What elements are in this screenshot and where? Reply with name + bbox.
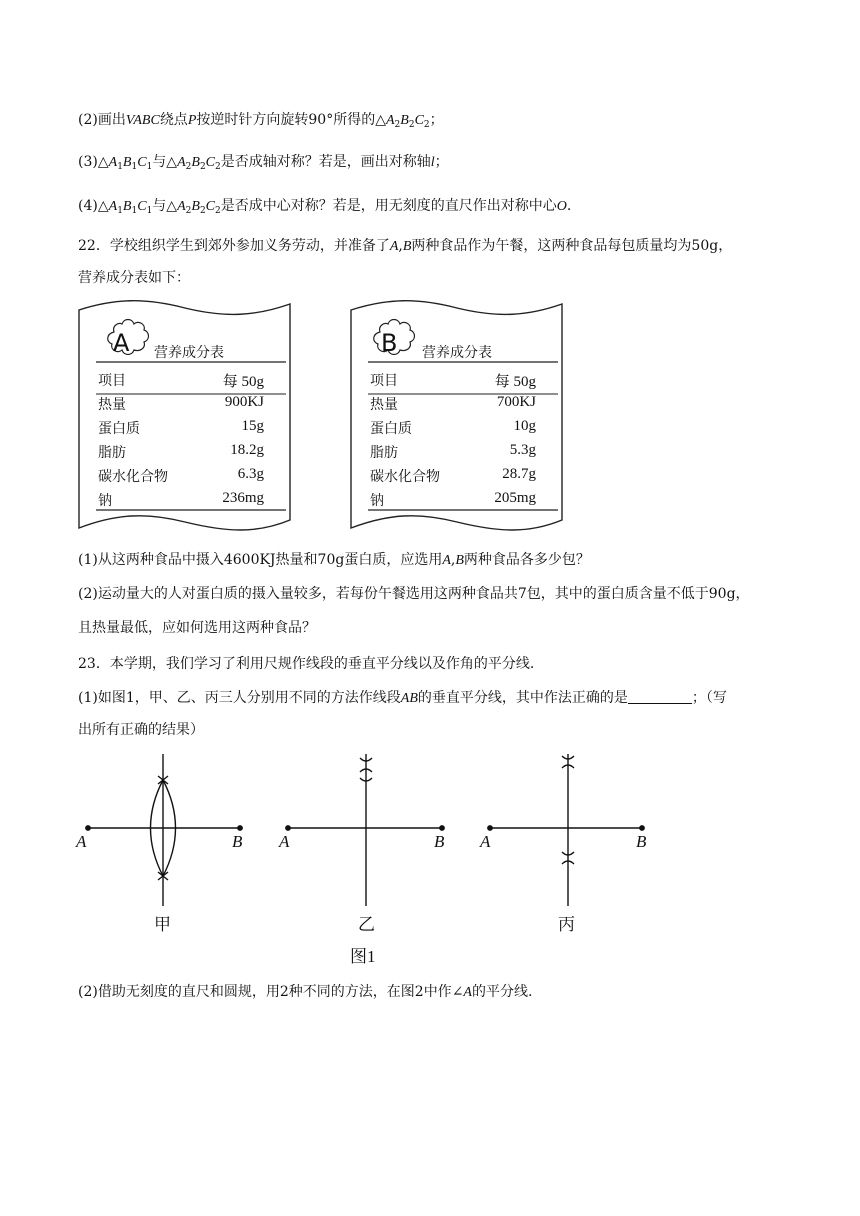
label-a: A: [279, 832, 290, 851]
q22-p1-protein: 70g: [317, 552, 345, 568]
q23-p1-segment: AB: [400, 691, 418, 706]
table-row: [98, 416, 284, 440]
card-letter: B: [381, 329, 398, 357]
q21-p4-text-d: .: [566, 198, 572, 214]
q21-p2-text-d: 所得的: [333, 112, 376, 128]
table-row: [370, 392, 556, 416]
answer-blank[interactable]: [628, 689, 692, 704]
table-row: [370, 464, 556, 488]
q21-p4-center: O: [556, 199, 567, 214]
q22-food-a: A: [389, 239, 399, 254]
label-a: A: [480, 832, 491, 851]
q21-p2-point: P: [187, 113, 197, 128]
q22-text-b: 两种食品作为午餐，这两种食品每包质量均为: [411, 238, 692, 254]
table-row: [98, 392, 284, 416]
nutrition-card-b: [348, 296, 566, 536]
triangle-a2b2c2: $\triangle A_2B_2C_2$: [375, 112, 430, 130]
diagram-name-yi: 乙: [358, 915, 375, 935]
row-item: 蛋白质: [370, 421, 412, 437]
card-title: 营养成分表: [422, 345, 492, 361]
q21-p2-text-b: 绕点: [159, 112, 188, 128]
triangle-a2b2c2: $\triangle A_2B_2C_2$: [166, 198, 221, 216]
q22-stem-line1: [78, 236, 732, 257]
figure-1: [74, 748, 674, 968]
row-item: 热量: [98, 397, 126, 413]
table-row: [370, 440, 556, 464]
card-letter: A: [113, 329, 130, 357]
q22-p2-text-a: (2)运动量大的人对蛋白质的摄入量较多，若每份午餐选用这两种食品共: [78, 586, 518, 602]
row-value: 205mg: [494, 490, 536, 506]
row-value: 700KJ: [496, 394, 536, 410]
label-a: A: [76, 832, 87, 851]
diagram-name-bing: 丙: [558, 915, 575, 935]
q22-p2-text-c: 包，其中的蛋白质含量不低于: [526, 586, 709, 602]
diagram-name-jia: 甲: [154, 915, 171, 935]
row-value: 10g: [513, 418, 536, 434]
diagram-yi: [286, 754, 444, 906]
q21-p2-angle: 90°: [308, 112, 334, 128]
q23-p2-text-c: 种不同的方法，在图: [288, 984, 415, 1000]
q21-part3: [78, 152, 449, 177]
q22-p1-food-b: B: [455, 553, 464, 568]
q21-p2-text-a: (2)画出: [78, 112, 126, 128]
q21-p4-text-c: 是否成中心对称？若是，用无刻度的直尺作出对称中心: [220, 198, 557, 214]
row-item: 热量: [370, 397, 398, 413]
q22-mass: 50g: [691, 238, 719, 254]
diagram-bing: [488, 754, 647, 906]
q21-p3-text-d: ；: [434, 154, 449, 170]
q23-stem: 23．本学期，我们学习了利用尺规作线段的垂直平分线以及作角的平分线.: [78, 656, 535, 672]
row-value: 每 50g: [494, 374, 536, 390]
q22-p1-text-f: 两种食品各多少包？: [463, 552, 590, 568]
q22-p2-count: 7: [517, 586, 527, 602]
row-item: 脂肪: [370, 445, 398, 461]
table-row: [370, 416, 556, 440]
q22-p1-energy: 4600KJ: [223, 552, 276, 568]
q23-part1-line2: 出所有正确的结果）: [78, 722, 204, 738]
row-item: 碳水化合物: [370, 469, 440, 485]
q21-p3-text-a: (3): [78, 154, 98, 170]
row-item: 碳水化合物: [98, 469, 168, 485]
table-row: [98, 488, 284, 512]
q23-p2-angle: ∠A: [451, 985, 472, 1000]
row-item: 蛋白质: [98, 421, 140, 437]
q23-p1-text-c: ，甲、乙、丙三人分别用不同的方法作线段: [134, 690, 401, 706]
row-value: 28.7g: [502, 466, 536, 482]
q23-p1-text-d: 的垂直平分线，其中作法正确的是: [417, 690, 628, 706]
row-item: 脂肪: [98, 445, 126, 461]
nutrition-card-a: [76, 296, 294, 536]
q23-part1: [78, 688, 727, 709]
table-row: [98, 368, 284, 392]
q21-p3-axis: l: [430, 155, 435, 170]
row-value: 15g: [241, 418, 264, 434]
q23-p2-text-e: 中作: [423, 984, 452, 1000]
row-value: 18.2g: [230, 442, 264, 458]
q23-part2: [78, 982, 532, 1003]
q23-p2-text-f: 的平分线.: [471, 984, 533, 1000]
q21-p2-text-c: 按逆时针方向旋转: [196, 112, 309, 128]
q23-p1-text-a: (1)如图: [78, 690, 126, 706]
triangle-a1b1c1: $\triangle A_1B_1C_1$: [97, 198, 153, 216]
q23-p1-figno: 1: [125, 690, 135, 706]
q22-stem-line2: 营养成分表如下：: [78, 270, 190, 286]
q22-text-a: 22．学校组织学生到郊外参加义务劳动，并准备了: [78, 238, 390, 254]
row-value: 6.3g: [237, 466, 264, 482]
label-b: B: [434, 832, 445, 851]
q22-part1: [78, 550, 590, 571]
q22-comma: ,: [398, 238, 403, 254]
row-value: 236mg: [222, 490, 264, 506]
card-title: 营养成分表: [154, 345, 224, 361]
q22-p1-comma: ,: [450, 552, 456, 568]
q21-part2: [78, 110, 444, 135]
q22-part2-line2: 且热量最低，应如何选用这两种食品？: [78, 620, 316, 636]
q21-p4-text-b: 与: [152, 198, 167, 214]
row-item: 钠: [98, 493, 112, 509]
label-b: B: [232, 832, 243, 851]
q21-p4-text-a: (4): [78, 198, 98, 214]
q21-part4: [78, 196, 571, 221]
q21-p3-text-c: 是否成轴对称？若是，画出对称轴: [220, 154, 431, 170]
q22-p1-text-c: 热量和: [275, 552, 318, 568]
table-row: [98, 440, 284, 464]
q23-p2-figno: 2: [414, 984, 424, 1000]
q21-p2-triangle: VABC: [125, 113, 160, 128]
q23-p2-count: 2: [279, 984, 289, 1000]
row-item: 项目: [370, 373, 398, 389]
row-value: 每 50g: [222, 374, 264, 390]
q22-food-b: B: [402, 239, 412, 254]
triangle-a1b1c1: $\triangle A_1B_1C_1$: [97, 154, 153, 172]
q22-p2-protein: 90g: [708, 586, 736, 602]
q22-p1-food-a: A: [442, 553, 451, 568]
q22-p1-text-a: (1)从这两种食品中摄入: [78, 552, 224, 568]
table-row: [370, 488, 556, 512]
label-b: B: [636, 832, 647, 851]
diagram-jia: [86, 754, 242, 906]
q23-p1-text-e: ；（写: [691, 690, 727, 706]
table-row: [370, 368, 556, 392]
row-value: 900KJ: [224, 394, 264, 410]
row-item: 钠: [370, 493, 384, 509]
q23-p2-text-a: (2)借助无刻度的直尺和圆规，用: [78, 984, 280, 1000]
q21-p3-text-b: 与: [152, 154, 167, 170]
triangle-a2b2c2: $\triangle A_2B_2C_2$: [166, 154, 221, 172]
q21-p2-text-e: ；: [429, 112, 444, 128]
table-row: [98, 464, 284, 488]
row-item: 项目: [98, 373, 126, 389]
q22-p1-text-e: 蛋白质，应选用: [344, 552, 443, 568]
q22-part2: [78, 584, 750, 604]
row-value: 5.3g: [509, 442, 536, 458]
q22-p2-text-e: ，: [735, 586, 750, 602]
perpendicular-bisector-diagrams: [74, 748, 674, 968]
q22-text-c: ，: [718, 238, 733, 254]
figure-caption: 图1: [350, 947, 376, 966]
